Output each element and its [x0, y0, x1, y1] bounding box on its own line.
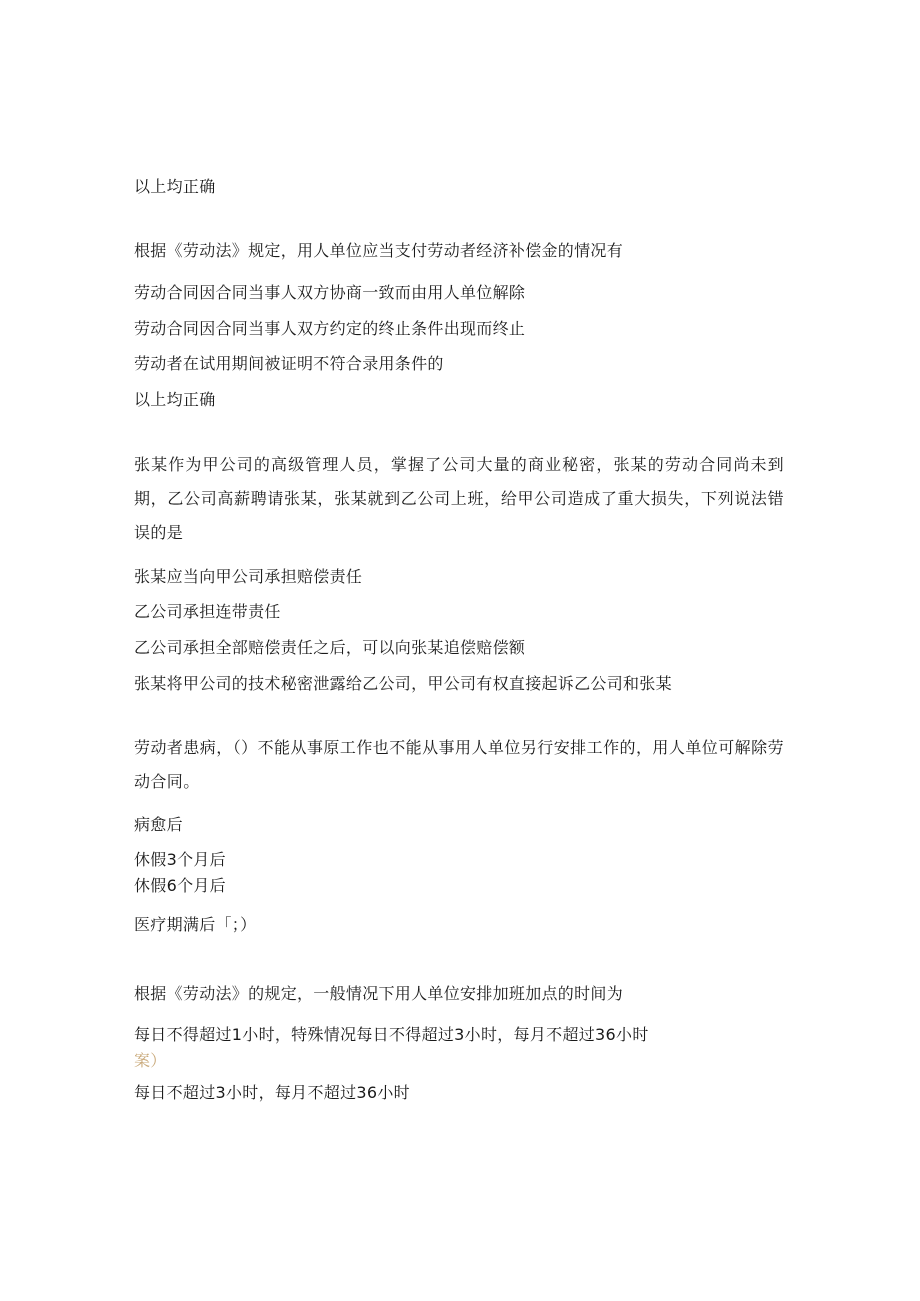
q3-option-b: 休假3个月后 [134, 850, 226, 869]
q1-option-a: 劳动合同因合同当事人双方协商一致而由用人单位解除 [134, 283, 526, 302]
q3-option-a: 病愈后 [134, 815, 183, 834]
q2-option-a: 张某应当向甲公司承担赔偿责任 [134, 567, 363, 586]
q4-option-a: 每日不得超过1小时，特殊情况每日不得超过3小时，每月不超过36小时 [134, 1025, 649, 1044]
q1-option-c: 劳动者在试用期间被证明不符合录用条件的 [134, 354, 444, 373]
q1-question-text: 根据《劳动法》规定，用人单位应当支付劳动者经济补偿金的情况有 [134, 241, 624, 260]
q2-question-text: 张某作为甲公司的高级管理人员，掌握了公司大量的商业秘密，张某的劳动合同尚未到期，乙公司高薪聘请张某，张某就到乙公司上班，给甲公司造成了重大损失，下列说法错误的是 [134, 455, 784, 542]
q3-option-d: 医疗期满后「；） [134, 915, 257, 934]
q2-option-d: 张某将甲公司的技术秘密泄露给乙公司，甲公司有权直接起诉乙公司和张某 [134, 674, 672, 693]
q3-question-text: 劳动者患病，（）不能从事原工作也不能从事用人单位另行安排工作的，用人单位可解除劳动合同。 [134, 738, 784, 791]
q3-option-c: 休假6个月后 [134, 876, 226, 895]
q2-option-c: 乙公司承担全部赔偿责任之后，可以向张某追偿赔偿额 [134, 638, 526, 657]
q0-option-text: 以上均正确 [134, 177, 216, 196]
q1-option-d: 以上均正确 [134, 390, 216, 409]
q4-option-b: 每日不超过3小时，每月不超过36小时 [134, 1083, 410, 1102]
q4-question-text: 根据《劳动法》的规定，一般情况下用人单位安排加班加点的时间为 [134, 984, 624, 1003]
q1-option-b: 劳动合同因合同当事人双方约定的终止条件出现而终止 [134, 319, 526, 338]
q2-option-b: 乙公司承担连带责任 [134, 602, 281, 621]
q4-stray-fragment: 案） [134, 1051, 167, 1070]
